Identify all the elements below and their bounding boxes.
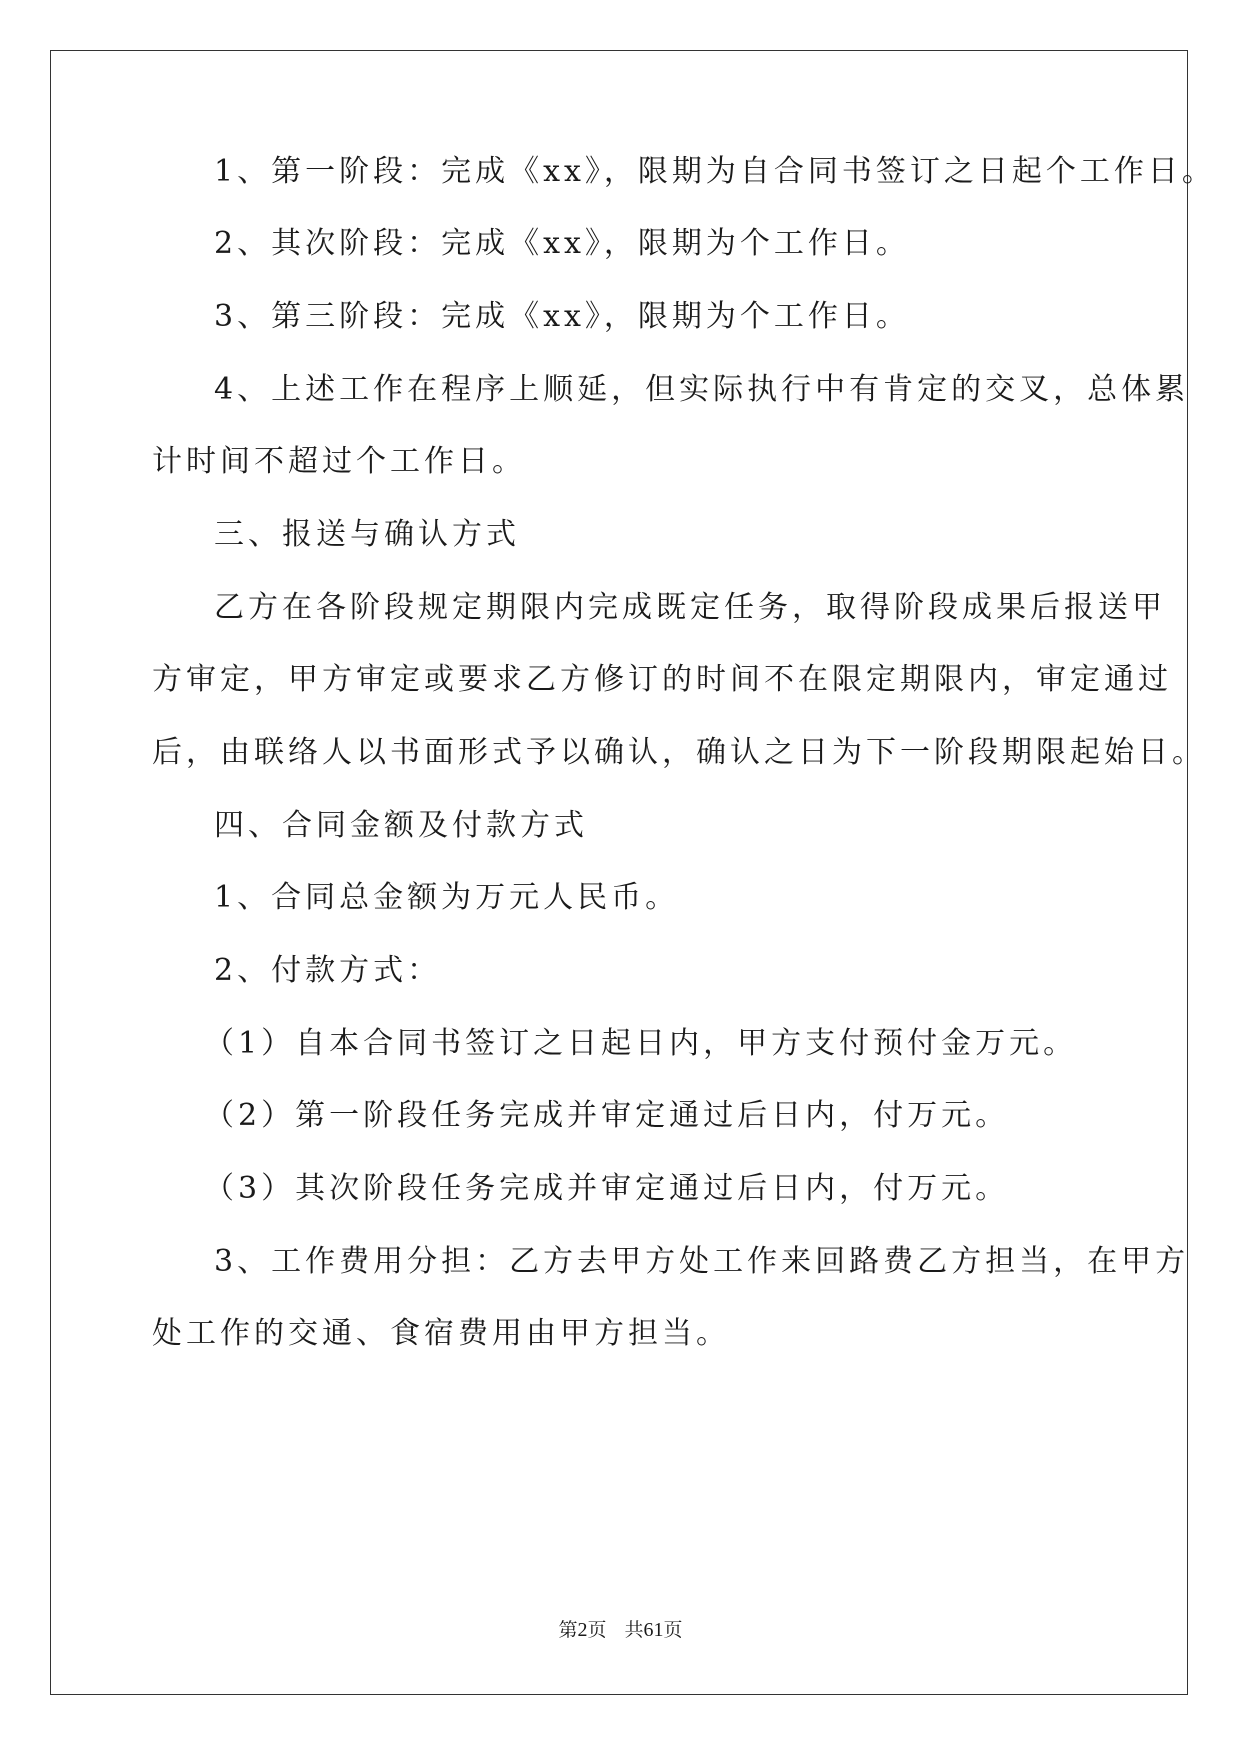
page-footer bbox=[0, 1618, 1241, 1642]
paragraph-line: 1、第一阶段：完成《xx》，限期为自合同书签订之日起个工作日。 bbox=[214, 154, 1216, 189]
footer-page-word: 页 bbox=[587, 1619, 607, 1641]
section-heading: 四、合同金额及付款方式 bbox=[214, 808, 588, 843]
paragraph-line: 乙方在各阶段规定期限内完成既定任务，取得阶段成果后报送甲 bbox=[214, 590, 1166, 625]
paragraph-line: 1、合同总金额为万元人民币。 bbox=[214, 880, 680, 915]
paragraph-line: 方审定，甲方审定或要求乙方修订的时间不在限定期限内，审定通过 bbox=[152, 662, 1172, 697]
paragraph-line: 3、工作费用分担：乙方去甲方处工作来回路费乙方担当，在甲方 bbox=[214, 1244, 1190, 1279]
paragraph-line: （2）第一阶段任务完成并审定通过后日内，付万元。 bbox=[204, 1098, 1010, 1133]
footer-total-suffix: 页 bbox=[663, 1619, 683, 1641]
paragraph-line: （1）自本合同书签订之日起日内，甲方支付预付金万元。 bbox=[204, 1026, 1078, 1061]
paragraph-line: 4、上述工作在程序上顺延，但实际执行中有肯定的交叉，总体累 bbox=[214, 372, 1190, 407]
paragraph-line: 计时间不超过个工作日。 bbox=[152, 444, 526, 479]
paragraph-line: 3、第三阶段：完成《xx》，限期为个工作日。 bbox=[214, 299, 910, 334]
total-pages-number: 61 bbox=[643, 1619, 664, 1641]
section-heading: 三、报送与确认方式 bbox=[214, 517, 520, 552]
footer-total-prefix: 共 bbox=[624, 1619, 644, 1641]
paragraph-line: 2、其次阶段：完成《xx》，限期为个工作日。 bbox=[214, 226, 910, 261]
paragraph-line: 处工作的交通、食宿费用由甲方担当。 bbox=[152, 1316, 730, 1351]
paragraph-line: 2、付款方式： bbox=[214, 953, 442, 988]
paragraph-line: （3）其次阶段任务完成并审定通过后日内，付万元。 bbox=[204, 1171, 1010, 1206]
current-page-number: 2 bbox=[577, 1619, 588, 1641]
paragraph-line: 后，由联络人以书面形式予以确认，确认之日为下一阶段期限起始日。 bbox=[152, 735, 1206, 770]
footer-prefix: 第 bbox=[558, 1619, 578, 1641]
